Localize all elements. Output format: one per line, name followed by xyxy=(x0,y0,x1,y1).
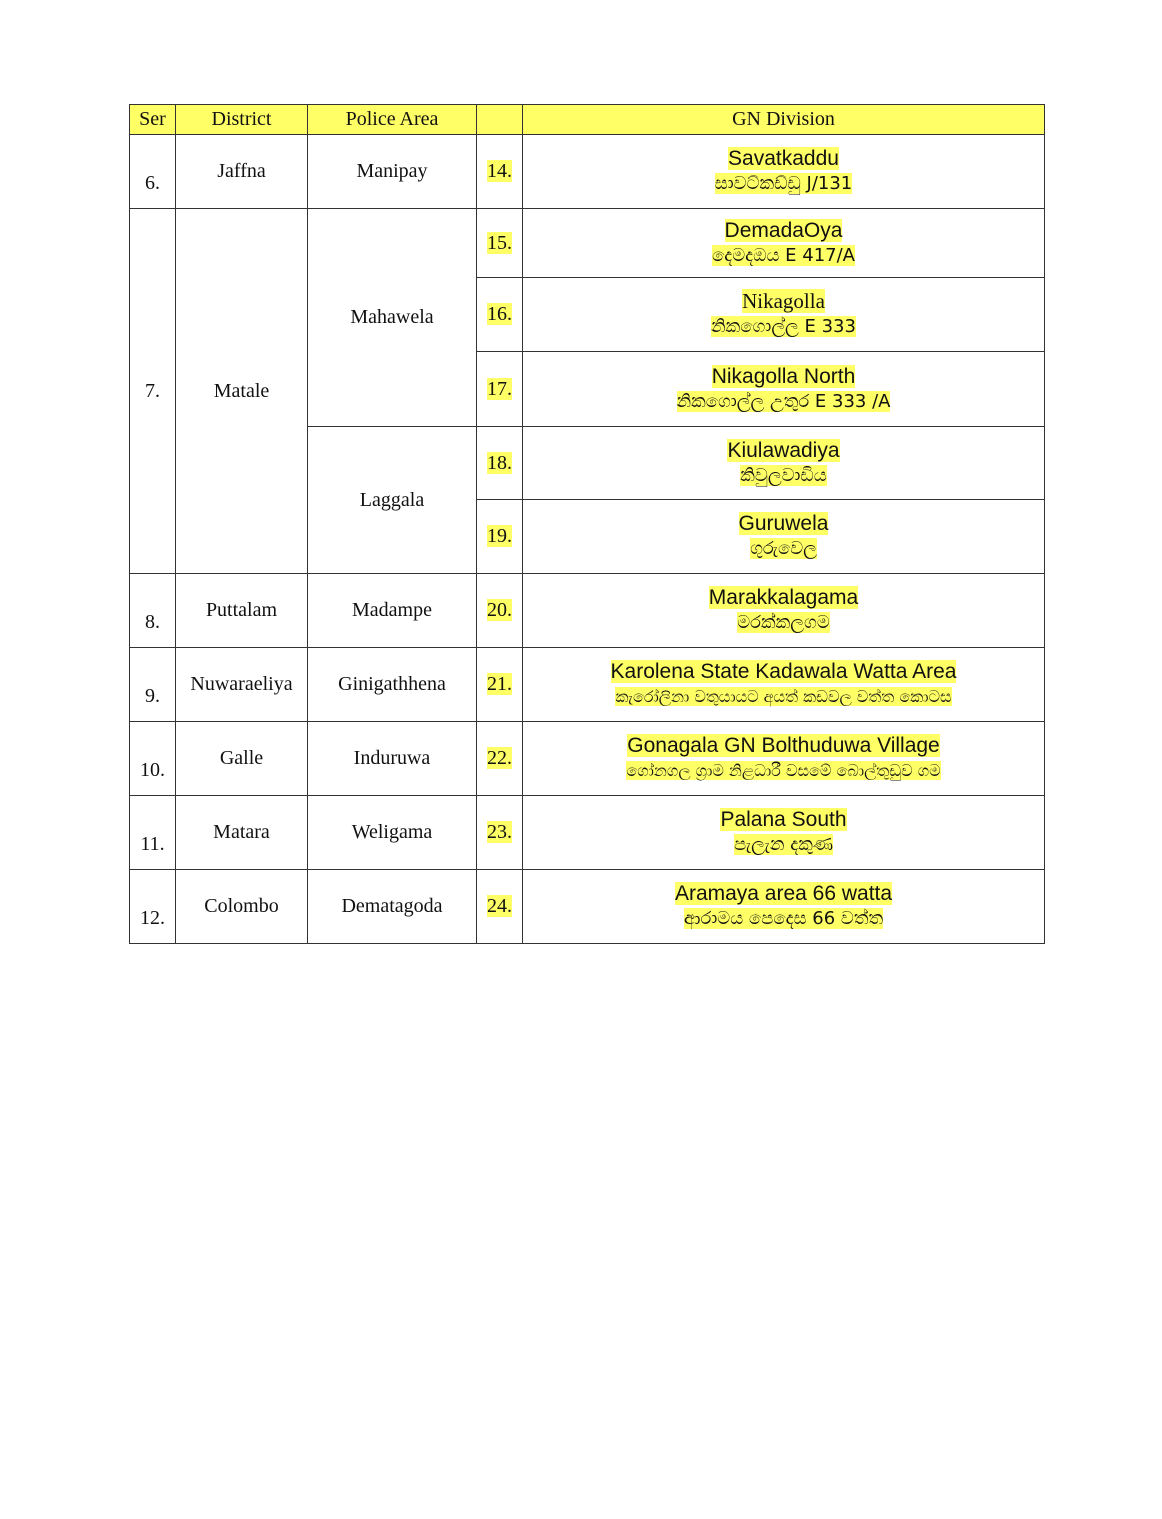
gn-name-english: Kiulawadiya xyxy=(727,438,840,462)
ser-cell xyxy=(130,722,176,796)
gn-number: 24. xyxy=(487,895,512,917)
gn-name-english: Gonagala GN Bolthuduwa Village xyxy=(627,734,940,757)
gn-division-cell xyxy=(523,278,1045,352)
table-row xyxy=(130,135,1045,209)
district-cell xyxy=(176,574,308,648)
police-area-value: Manipay xyxy=(356,160,428,182)
gn-number: 20. xyxy=(487,599,512,621)
ser-cell xyxy=(130,796,176,870)
police-area-value: Weligama xyxy=(351,821,433,843)
gn-name-sinhala: ගෝනගල ග්‍රාම නිළධාරී වසමේ බොල්තුඩුව ගම xyxy=(626,761,941,780)
ser-value: 10. xyxy=(140,759,165,781)
gn-name-english: Nikagolla North xyxy=(711,364,856,388)
gn-name-sinhala: කිවුලවාඩිය xyxy=(740,464,827,486)
gn-name-sinhala: මරක්කලගම xyxy=(737,612,830,633)
district-cell xyxy=(176,796,308,870)
police-area-value: Laggala xyxy=(359,488,425,511)
gn-division-cell xyxy=(523,796,1045,870)
gn-name-english: Savatkaddu xyxy=(728,147,839,170)
gn-name-english: Karolena State Kadawala Watta Area xyxy=(610,660,957,683)
gn-name-english: Aramaya area 66 watta xyxy=(674,882,893,905)
district-value: Galle xyxy=(219,747,264,769)
gn-number: 19. xyxy=(487,525,512,547)
gn-number: 16. xyxy=(487,303,512,325)
table-row xyxy=(130,722,1045,796)
district-value: Colombo xyxy=(204,895,279,917)
gn-division-cell xyxy=(523,135,1045,209)
ser-cell xyxy=(130,135,176,209)
ser-value: 7. xyxy=(145,379,160,402)
gn-number: 23. xyxy=(487,821,512,843)
header-police-area: Police Area xyxy=(308,105,477,135)
police-area-value: Induruwa xyxy=(353,747,431,769)
ser-cell xyxy=(130,648,176,722)
ser-value: 8. xyxy=(145,611,160,633)
gn-name-sinhala: සාවට්කඩ්ඩු J/131 xyxy=(714,173,853,194)
number-cell xyxy=(477,278,523,352)
police-area-cell xyxy=(308,870,477,944)
district-value: Jaffna xyxy=(217,160,266,182)
number-cell xyxy=(477,722,523,796)
district-cell xyxy=(176,209,308,574)
table-row xyxy=(130,870,1045,944)
gn-name-sinhala: නිකගොල්ල E 333 xyxy=(711,316,856,337)
gn-name-english: Nikagolla xyxy=(742,289,825,313)
gn-name-sinhala: ආරාමය පෙදෙස 66 වත්ත xyxy=(683,908,884,929)
table-row xyxy=(130,574,1045,648)
ser-value: 6. xyxy=(145,172,160,194)
gn-division-cell xyxy=(523,209,1045,278)
ser-cell xyxy=(130,209,176,574)
gn-division-cell xyxy=(523,352,1045,427)
gn-division-cell xyxy=(523,574,1045,648)
gn-name-sinhala: පැලැන දකුණ xyxy=(733,834,834,855)
gn-division-cell xyxy=(523,500,1045,574)
police-area-value: Mahawela xyxy=(350,306,434,328)
police-area-value: Dematagoda xyxy=(341,895,443,917)
police-area-cell xyxy=(308,574,477,648)
gn-name-sinhala: ගුරුවෙල xyxy=(750,538,817,559)
ser-cell xyxy=(130,870,176,944)
police-area-value: Ginigathhena xyxy=(338,673,446,695)
district-cell xyxy=(176,870,308,944)
gn-name-english: Guruwela xyxy=(738,512,829,535)
district-value: Nuwaraeliya xyxy=(190,673,293,695)
gn-name-english: Palana South xyxy=(720,808,847,831)
police-area-cell xyxy=(308,796,477,870)
header-gn-division: GN Division xyxy=(523,105,1045,135)
number-cell xyxy=(477,427,523,500)
district-cell xyxy=(176,648,308,722)
police-area-cell xyxy=(308,209,477,427)
gn-number: 22. xyxy=(487,747,512,769)
number-cell xyxy=(477,574,523,648)
gn-number: 14. xyxy=(487,160,512,182)
table-row xyxy=(130,209,1045,278)
ser-value: 11. xyxy=(140,833,165,855)
number-cell xyxy=(477,796,523,870)
gn-name-sinhala: නිකගොල්ල උතුර E 333 /A xyxy=(676,390,891,412)
number-cell xyxy=(477,135,523,209)
gn-number: 21. xyxy=(487,673,512,695)
district-cell xyxy=(176,722,308,796)
police-area-cell xyxy=(308,135,477,209)
gn-division-cell xyxy=(523,648,1045,722)
gn-division-table xyxy=(129,104,1045,944)
police-area-cell xyxy=(308,427,477,574)
gn-division-cell xyxy=(523,722,1045,796)
gn-number: 17. xyxy=(487,377,512,400)
number-cell xyxy=(477,648,523,722)
gn-division-cell xyxy=(523,427,1045,500)
table-header-row xyxy=(130,105,1045,135)
ser-value: 12. xyxy=(140,907,165,929)
number-cell xyxy=(477,500,523,574)
district-value: Puttalam xyxy=(205,599,278,621)
header-number xyxy=(477,105,523,135)
gn-name-sinhala: දෙමදඔය E 417/A xyxy=(711,244,855,266)
district-value: Matale xyxy=(213,379,270,402)
number-cell xyxy=(477,209,523,278)
table-row xyxy=(130,648,1045,722)
header-ser: Ser xyxy=(130,105,176,135)
police-area-cell xyxy=(308,722,477,796)
gn-name-sinhala: කැරෝලිනා වතුයායට අයත් කඩවල වත්ත කොටස xyxy=(615,687,952,706)
gn-name-english: Marakkalagama xyxy=(708,586,859,609)
district-value: Matara xyxy=(213,821,270,843)
number-cell xyxy=(477,352,523,427)
header-district: District xyxy=(176,105,308,135)
gn-name-english: DemadaOya xyxy=(724,218,843,242)
police-area-cell xyxy=(308,648,477,722)
district-cell xyxy=(176,135,308,209)
gn-number: 15. xyxy=(487,231,512,254)
gn-division-cell xyxy=(523,870,1045,944)
table-row xyxy=(130,796,1045,870)
police-area-value: Madampe xyxy=(352,599,432,621)
ser-cell xyxy=(130,574,176,648)
gn-number: 18. xyxy=(487,451,512,474)
ser-value: 9. xyxy=(145,685,160,707)
number-cell xyxy=(477,870,523,944)
